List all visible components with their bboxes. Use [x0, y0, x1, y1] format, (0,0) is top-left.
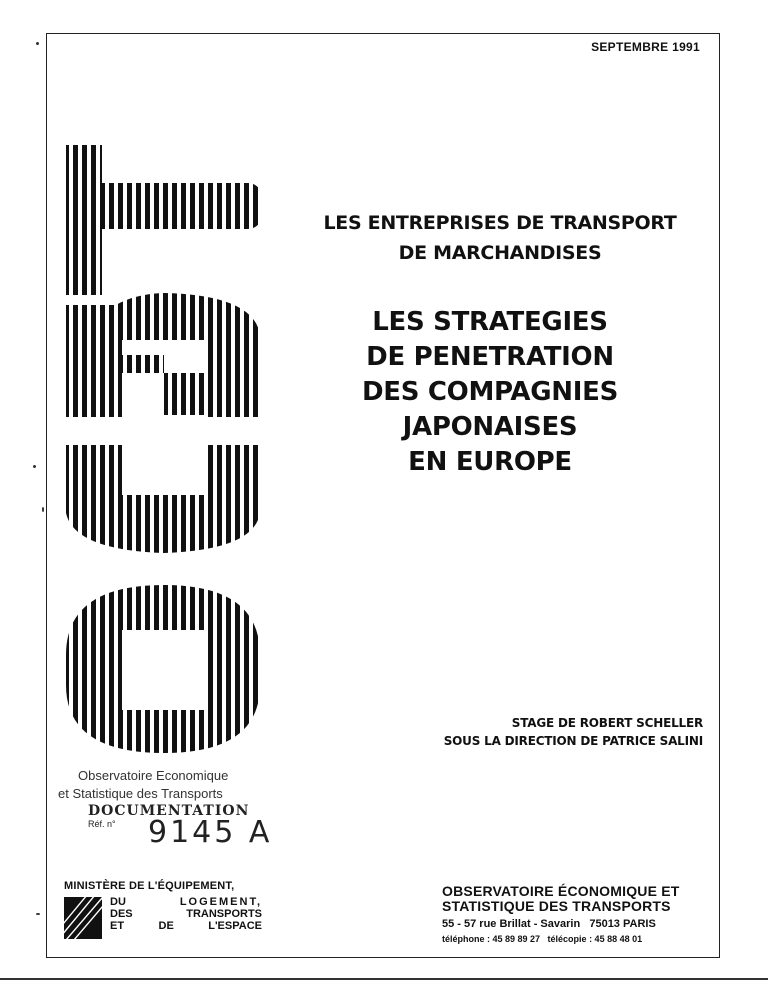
author-line: STAGE DE ROBERT SCHELLER — [511, 716, 703, 730]
ministry-word: DU — [110, 896, 126, 908]
ministry-logo-icon — [64, 897, 102, 939]
publication-date: SEPTEMBRE 1991 — [591, 40, 700, 54]
publisher-line: OBSERVATOIRE ÉCONOMIQUE ET — [442, 883, 680, 899]
scan-speck — [36, 913, 40, 915]
author-block — [444, 714, 703, 750]
stamp-ref-label: Réf. n° — [88, 819, 116, 829]
bottom-rule — [0, 978, 768, 980]
main-title — [320, 305, 660, 480]
scan-speck — [33, 465, 36, 468]
oest-logo — [64, 145, 264, 755]
handwritten-reference: 9145 A — [148, 815, 273, 850]
ministry-word: DE — [158, 920, 174, 932]
ministry-word: DES — [110, 908, 133, 920]
supervisor-line: SOUS LA DIRECTION DE PATRICE SALINI — [443, 734, 703, 748]
ministry-word: TRANSPORTS — [186, 908, 262, 920]
publisher-address: 55 - 57 rue Brillat - Savarin 75013 PARIS — [442, 918, 656, 930]
ministry-row — [110, 896, 262, 908]
ministry-word: LOGEMENT, — [179, 896, 262, 908]
stamp-line: et Statistique des Transports — [58, 786, 223, 801]
ministry-word: ET — [110, 920, 125, 932]
scan-speck — [42, 507, 44, 512]
publisher-name — [442, 884, 680, 914]
subtitle — [310, 208, 690, 268]
publisher-line: STATISTIQUE DES TRANSPORTS — [442, 898, 671, 914]
ministry-lines — [110, 896, 262, 932]
subtitle-line: DE MARCHANDISES — [398, 242, 602, 264]
ministry-word: L'ESPACE — [208, 920, 262, 932]
ministry-row — [110, 908, 262, 920]
stamp-line: Observatoire Economique — [78, 768, 229, 783]
title-line: LES STRATEGIES — [372, 307, 608, 337]
title-line: JAPONAISES — [402, 412, 578, 442]
stamp-line: DOCUMENTATION — [88, 803, 250, 819]
title-line: EN EUROPE — [408, 447, 572, 477]
scan-speck — [36, 42, 39, 45]
title-line: DE PENETRATION — [366, 342, 614, 372]
subtitle-line: LES ENTREPRISES DE TRANSPORT — [323, 212, 677, 234]
publisher-phone: téléphone : 45 89 89 27 télécopie : 45 88 48 01 — [442, 934, 643, 944]
title-line: DES COMPAGNIES — [361, 377, 619, 407]
ministry-row — [110, 920, 262, 932]
ministry-heading: MINISTÈRE DE L'ÉQUIPEMENT, — [64, 880, 235, 892]
